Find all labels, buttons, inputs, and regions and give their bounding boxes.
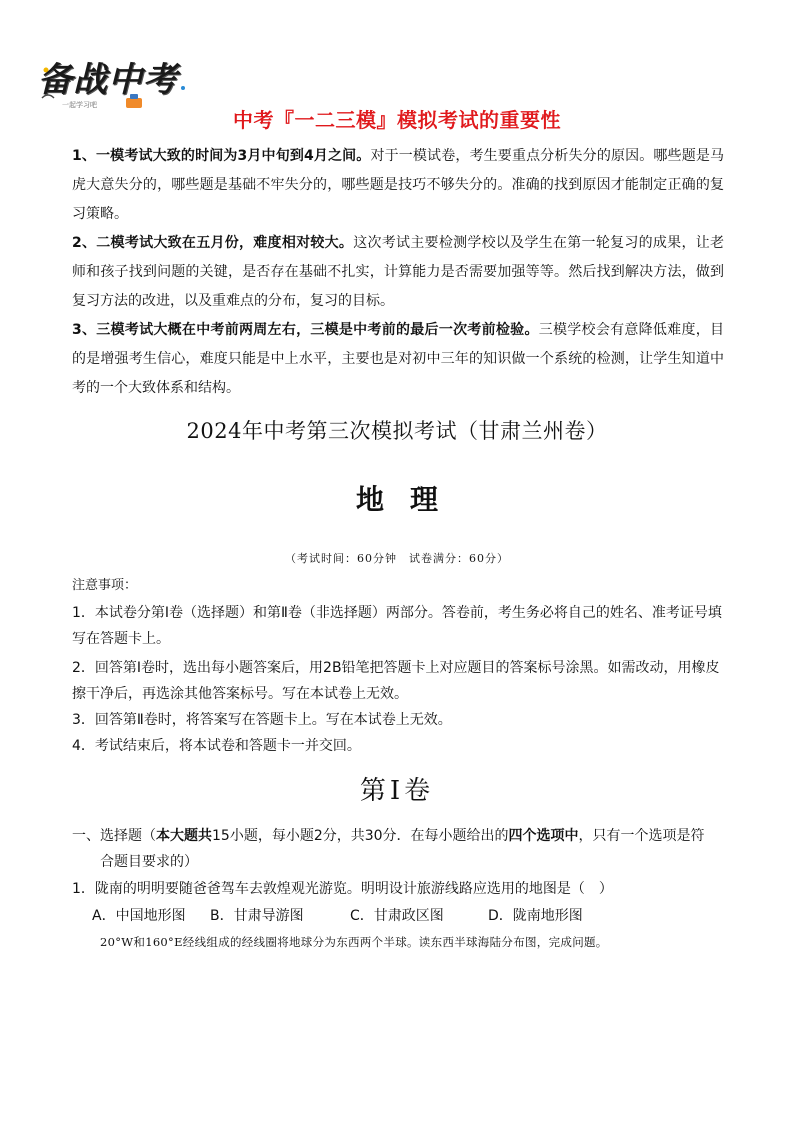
intro-1-text: 对于一模试卷，考生要重点分析失分的原因。哪些题是马虎大意失分的，哪些题是基础不牢失分的，哪些题是技巧不够失分的。准确的找到原因才能制定正确的复习策略。 <box>72 148 724 222</box>
notice-item-2: 2．回答第Ⅰ卷时，选出每小题答案后，用2B铅笔把答题卡上对应题目的答案标号涂黑。如需改动，用橡皮擦干净后，再选涂其他答案标号。写在本试卷上无效。 <box>72 660 720 702</box>
option-b: B．甘肃导游图 <box>210 908 304 924</box>
intro-3-text: 三模学校会有意降低难度，目的是增强考生信心，难度只能是中上水平，主要也是对初中三年的知识做一个系统的检测，让学生知道中考的一个大致体系和结构。 <box>72 322 725 396</box>
intro-paragraph-2 <box>72 229 724 316</box>
notice-heading: 注意事项： <box>72 578 138 593</box>
banner-title: 中考『一二三模』模拟考试的重要性 <box>233 108 561 132</box>
exam-time-info: （考试时间：60分钟 试卷满分：60分） <box>285 552 509 565</box>
intro-paragraph-1 <box>72 142 724 229</box>
intro-1-bold: 1、一模考试大致的时间为3月中旬到4月之间。 <box>72 148 371 164</box>
logo-text: 备战中考 <box>38 60 178 100</box>
option-d: D．陇南地形图 <box>488 908 583 924</box>
question-1-options <box>92 903 583 929</box>
section-middle: 15小题，每小题2分，共30分．在每小题给出的 <box>212 828 509 844</box>
intro-2-text: 这次考试主要检测学校以及学生在第一轮复习的成果，让老师和孩子找到问题的关键，是否存在基础不扎实，计算能力是否需要加强等等。然后找到解决方法，做到复习方法的改进，以及重难点的分布，复习的目标。 <box>72 235 724 309</box>
question-stem: 20°W和160°E经线组成的经线圈将地球分为东西两个半球。读东西半球海陆分布图，完成问题。 <box>100 935 608 949</box>
section-prefix: 一、选择题（ <box>72 828 156 844</box>
intro-paragraph-3 <box>72 316 724 403</box>
notice-item-1: 1．本试卷分第Ⅰ卷（选择题）和第Ⅱ卷（非选择题）两部分。答卷前，考生务必将自己的姓名、准考证号填写在答题卡上。 <box>72 605 722 647</box>
subject-title: 地理 <box>355 483 464 516</box>
section-continuation: 合题目要求的） <box>100 854 198 870</box>
logo-tagline: 一起学习吧 <box>62 101 97 109</box>
section-heading <box>72 823 724 875</box>
notice-item-3: 3．回答第Ⅱ卷时，将答案写在答题卡上。写在本试卷上无效。 <box>72 712 452 728</box>
question-1: 1．陇南的明明要随爸爸驾车去敦煌观光游览。明明设计旅游线路应选用的地图是（ ） <box>72 881 613 897</box>
volume-title: 第Ⅰ卷 <box>359 776 435 806</box>
option-a: A．中国地形图 <box>92 908 186 924</box>
intro-2-bold: 2、二模考试大致在五月份，难度相对较大。 <box>72 235 354 251</box>
section-bold: 本大题共 <box>156 828 212 844</box>
option-c: C．甘肃政区图 <box>350 908 444 924</box>
intro-3-bold: 3、三模考试大概在中考前两周左右，三模是中考前的最后一次考前检验。 <box>72 322 539 338</box>
section-bold-2: 四个选项中 <box>508 828 579 844</box>
notice-item-4: 4．考试结束后，将本试卷和答题卡一并交回。 <box>72 738 361 754</box>
exam-title: 2024年中考第三次模拟考试（甘肃兰州卷） <box>186 419 608 443</box>
section-suffix: ，只有一个选项是符 <box>578 828 705 844</box>
